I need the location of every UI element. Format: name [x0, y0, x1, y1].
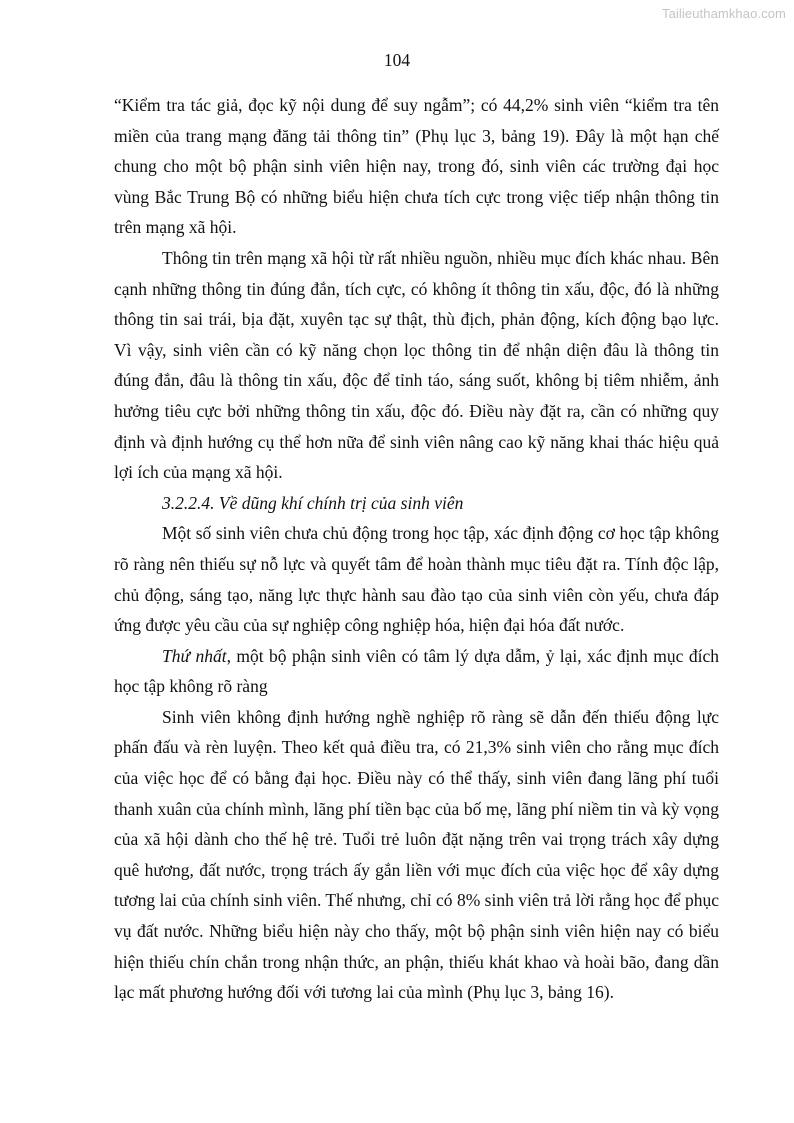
paragraph-continuation: “Kiểm tra tác giả, đọc kỹ nội dung để suy ngẫm”; có 44,2% sinh viên “kiểm tra tên miền của trang mạng đăng tải thông tin” (Phụ lục 3, bảng 19). Đây là một hạn chế chung cho một bộ phận sinh viên hiện nay, trong đó, sinh viên các trường đại học vùng Bắc Trung Bộ có những biểu hiện chưa tích cực trong việc tiếp nhận thông tin trên mạng xã hội. — [114, 95, 719, 238]
watermark: Tailieuthamkhao.com — [661, 6, 786, 21]
section-heading: 3.2.2.4. Về dũng khí chính trị của sinh viên — [162, 492, 464, 513]
paragraph-social-media-info: Thông tin trên mạng xã hội từ rất nhiều nguồn, nhiều mục đích khác nhau. Bên cạnh những thông tin đúng đắn, tích cực, có không ít thông tin xấu, độc, đó là những thông tin sai trái, bịa đặt, xuyên tạc sự thật, thù địch, phản động, kích động bạo lực. Vì vậy, sinh viên cần có kỹ năng chọn lọc thông tin để nhận diện đâu là thông tin đúng đắn, đâu là thông tin xấu, độc để tỉnh táo, sáng suốt, không bị tiêm nhiễm, ảnh hưởng tiêu cực bởi những thông tin xấu, độc đó. Điều này đặt ra, cần có những quy định và định hướng cụ thể hơn nữa để sinh viên nâng cao kỹ năng khai thác hiệu quả lợi ích của mạng xã hội. — [114, 247, 719, 483]
document-body — [114, 90, 719, 1008]
first-point-lead: Thứ nhất — [162, 645, 227, 666]
paragraph-career-orientation: Sinh viên không định hướng nghề nghiệp rõ ràng sẽ dẫn đến thiếu động lực phấn đấu và rèn luyện. Theo kết quả điều tra, có 21,3% sinh viên cho rằng mục đích của việc học để có bằng đại học. Điều này có thể thấy, sinh viên đang lãng phí tuổi thanh xuân của chính mình, lãng phí tiền bạc của bố mẹ, lãng phí niềm tin và kỳ vọng của xã hội dành cho thế hệ trẻ. Tuổi trẻ luôn đặt nặng trên vai trọng trách xây dựng quê hương, đất nước, trọng trách ấy gắn liền với mục đích của việc học để xây dựng tương lai của chính sinh viên. Thế nhưng, chỉ có 8% sinh viên trả lời rằng học để phục vụ đất nước. Những biểu hiện này cho thấy, một bộ phận sinh viên hiện nay có biểu hiện thiếu chín chắn trong nhận thức, an phận, thiếu khát khao và hoài bão, đang dần lạc mất phương hướng đối với tương lai của mình (Phụ lục 3, bảng 16). — [114, 706, 719, 1003]
paragraph-student-initiative: Một số sinh viên chưa chủ động trong học tập, xác định động cơ học tập không rõ ràng nên thiếu sự nỗ lực và quyết tâm để hoàn thành mục tiêu đặt ra. Tính độc lập, chủ động, sáng tạo, năng lực thực hành sau đào tạo của sinh viên còn yếu, chưa đáp ứng được yêu cầu của sự nghiệp công nghiệp hóa, hiện đại hóa đất nước. — [114, 523, 719, 636]
first-point-text: , một bộ phận sinh viên có tâm lý dựa dẫm, ỷ lại, xác định mục đích học tập không rõ ràng — [114, 645, 719, 697]
page-number: 104 — [383, 50, 411, 70]
paragraph-first-point — [114, 641, 719, 702]
